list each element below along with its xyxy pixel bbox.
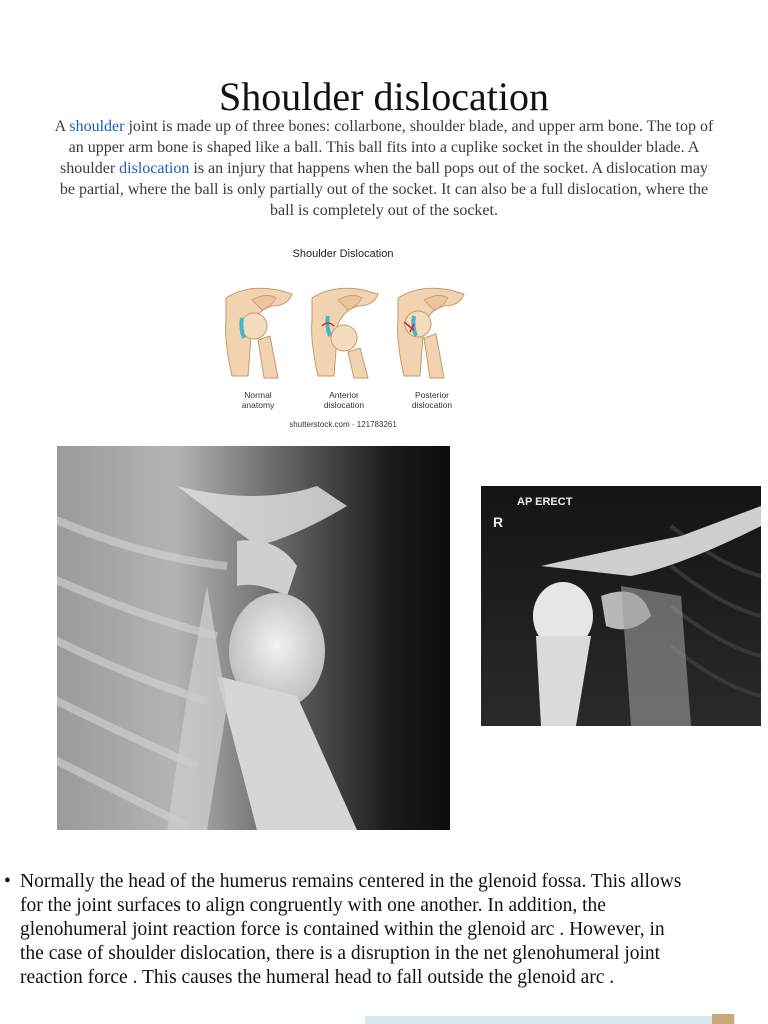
intro-text-1: A <box>54 118 70 135</box>
caption-normal-line2: anatomy <box>241 400 275 410</box>
bullet-line: for the joint surfaces to align congruently with one another. In addition, the <box>20 895 606 916</box>
intro-text-2: joint is made up of three bones: collarbone, shoulder blade, and upper arm bone. The top of an upper arm bone is shaped like a ball. This ball fits into a cuplike socket in the shoulder blade. A shoulder <box>60 118 714 177</box>
xray-dislocated-shoulder <box>57 446 450 830</box>
xray-view-label: AP ERECT <box>517 496 573 508</box>
normal-anatomy-illustration <box>218 280 296 380</box>
shoulder-link[interactable]: shoulder <box>69 118 125 135</box>
xray-side-marker: R <box>493 514 504 530</box>
caption-posterior <box>392 390 472 410</box>
caption-anterior-line2: dislocation <box>323 400 365 410</box>
bullet-line: the case of shoulder dislocation, there is a disruption in the net glenohumeral joint <box>20 943 661 964</box>
dislocation-diagram <box>208 244 478 436</box>
bullet-paragraph <box>4 870 768 990</box>
caption-normal-line1: Normal <box>244 390 272 400</box>
caption-normal <box>218 390 298 410</box>
xray-ap-erect <box>481 486 761 726</box>
anterior-dislocation-illustration <box>304 280 382 380</box>
bullet-line: glenohumeral joint reaction force is contained within the glenoid arc . However, in <box>20 919 665 940</box>
diagram-title: Shoulder Dislocation <box>292 248 394 260</box>
intro-paragraph <box>52 116 716 221</box>
caption-posterior-line1: Posterior <box>414 390 449 400</box>
intro-text-3: is an injury that happens when the ball pops out of the socket. A dislocation may be partial, where the ball is only partially out of the socket. It can also be a full dislocation, where the ball is completely out of the socket. <box>59 160 709 219</box>
caption-posterior-line2: dislocation <box>411 400 453 410</box>
page-title: Shoulder dislocation <box>219 74 549 119</box>
caption-anterior-line1: Anterior <box>329 390 359 400</box>
bullet-marker: • <box>4 871 11 892</box>
caption-anterior <box>304 390 384 410</box>
next-image-edge <box>365 1016 735 1024</box>
dislocation-link[interactable]: dislocation <box>119 160 190 177</box>
posterior-dislocation-illustration <box>390 280 468 380</box>
bullet-line: reaction force . This causes the humeral head to fall outside the glenoid arc . <box>20 967 615 988</box>
next-image-tab <box>712 1014 734 1024</box>
image-credit: shutterstock.com · 121783261 <box>289 420 397 429</box>
bullet-line: Normally the head of the humerus remains centered in the glenoid fossa. This allows <box>20 871 682 892</box>
